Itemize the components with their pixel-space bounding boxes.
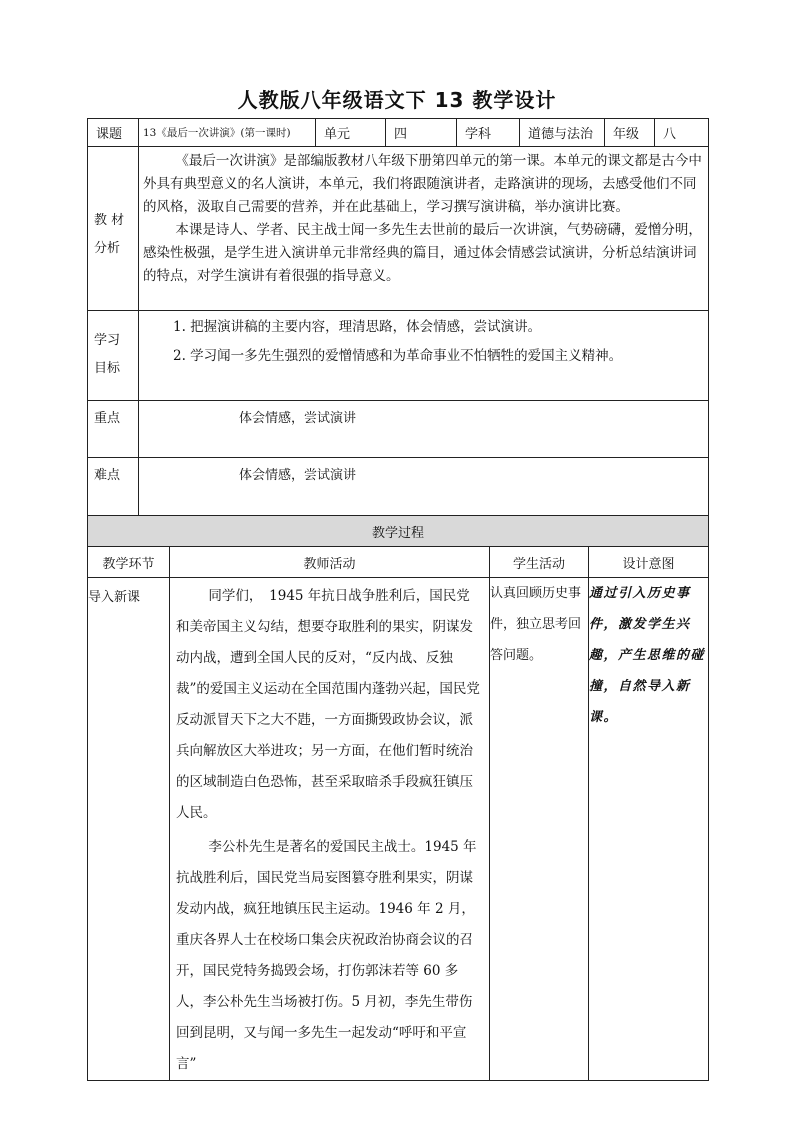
key-point-label: 重点 bbox=[88, 401, 139, 458]
keti-label: 课题 bbox=[88, 119, 139, 147]
nianji-value: 八 bbox=[655, 119, 709, 147]
analysis-label: 教 材 分析 bbox=[88, 147, 139, 311]
analysis-paragraph: 《最后一次讲演》是部编版教材八年级下册第四单元的第一课。本单元的课文都是古今中外具有典型意义的名人演讲，本单元，我们将跟随演讲者，走路演讲的现场，去感受他们不同的风格，汲取自己需要的营养，并在此基础上，学习撰写演讲稿，举办演讲比赛。 bbox=[143, 153, 702, 215]
stage-cell: 导入新课 bbox=[88, 578, 170, 1081]
column-header-teacher: 教师活动 bbox=[170, 547, 490, 578]
objective-item: 2. 学习闻一多先生强烈的爱憎情感和为革命事业不怕牺牲的爱国主义精神。 bbox=[173, 348, 623, 364]
key-point-value: 体会情感，尝试演讲 bbox=[139, 401, 709, 458]
column-header-student: 学生活动 bbox=[490, 547, 589, 578]
analysis-paragraph: 本课是诗人、学者、民主战士闻一多先生去世前的最后一次讲演，气势磅礴，爱憎分明，感染性极强，是学生进入演讲单元非常经典的篇目，通过体会情感尝试演讲，分析总结演讲词的特点，对学生演讲有着很强的指导意义。 bbox=[143, 222, 702, 284]
teacher-activity-cell bbox=[170, 578, 490, 1081]
process-header: 教学过程 bbox=[88, 516, 709, 547]
xueke-value: 道德与法治 bbox=[520, 119, 605, 147]
lesson-info-table bbox=[87, 118, 709, 516]
column-header-stage: 教学环节 bbox=[88, 547, 170, 578]
xueke-label: 学科 bbox=[457, 119, 520, 147]
teacher-paragraph: 同学们， 1945 年抗日战争胜利后，国民党和美帝国主义勾结，想要夺取胜利的果实，阴谋发动内战，遭到全国人民的反对，“反内战、反独裁”的爱国主义运动在全国范围内蓬勃兴起，国民党反动派冒天下之大不韪，一方面撕毁政协会议，派兵向解放区大举进攻；另一方面，在他们暂时统治的区域制造白色恐怖，甚至采取暗杀手段疯狂镇压人民。 bbox=[176, 588, 480, 821]
student-activity-cell: 认真回顾历史事件，独立思考回答问题。 bbox=[490, 578, 589, 1081]
difficulty-value: 体会情感，尝试演讲 bbox=[139, 458, 709, 516]
teacher-paragraph: 李公朴先生是著名的爱国民主战士。1945 年抗战胜利后，国民党当局妄图篡夺胜利果实，阴谋发动内战，疯狂地镇压民主运动。1946 年 2 月，重庆各界人士在校场口集会庆祝政治协商会议的召开，国民党特务捣毁会场，打伤郭沫若等 60 多人，李公朴先生当场被打伤。5 月初，李先生带伤回到昆明，又与闻一多先生一起发动“呼吁和平宣言” bbox=[176, 839, 477, 1072]
page-title: 人教版八年级语文下 13 教学设计 bbox=[237, 88, 557, 112]
danyuan-label: 单元 bbox=[316, 119, 386, 147]
keti-value: 13《最后一次讲演》(第一课时) bbox=[139, 119, 316, 147]
teaching-process-table bbox=[87, 515, 709, 1081]
objectives-content bbox=[139, 311, 709, 401]
difficulty-label: 难点 bbox=[88, 458, 139, 516]
analysis-content bbox=[139, 147, 709, 311]
objectives-label: 学习 目标 bbox=[88, 311, 139, 401]
nianji-label: 年级 bbox=[605, 119, 655, 147]
column-header-intent: 设计意图 bbox=[589, 547, 709, 578]
design-intent-cell: 通过引入历史事件，激发学生兴趣，产生思维的碰撞，自然导入新课。 bbox=[589, 578, 709, 1081]
table-row bbox=[88, 578, 709, 1081]
danyuan-value: 四 bbox=[386, 119, 457, 147]
objective-item: 1. 把握演讲稿的主要内容，理清思路，体会情感，尝试演讲。 bbox=[173, 319, 542, 335]
